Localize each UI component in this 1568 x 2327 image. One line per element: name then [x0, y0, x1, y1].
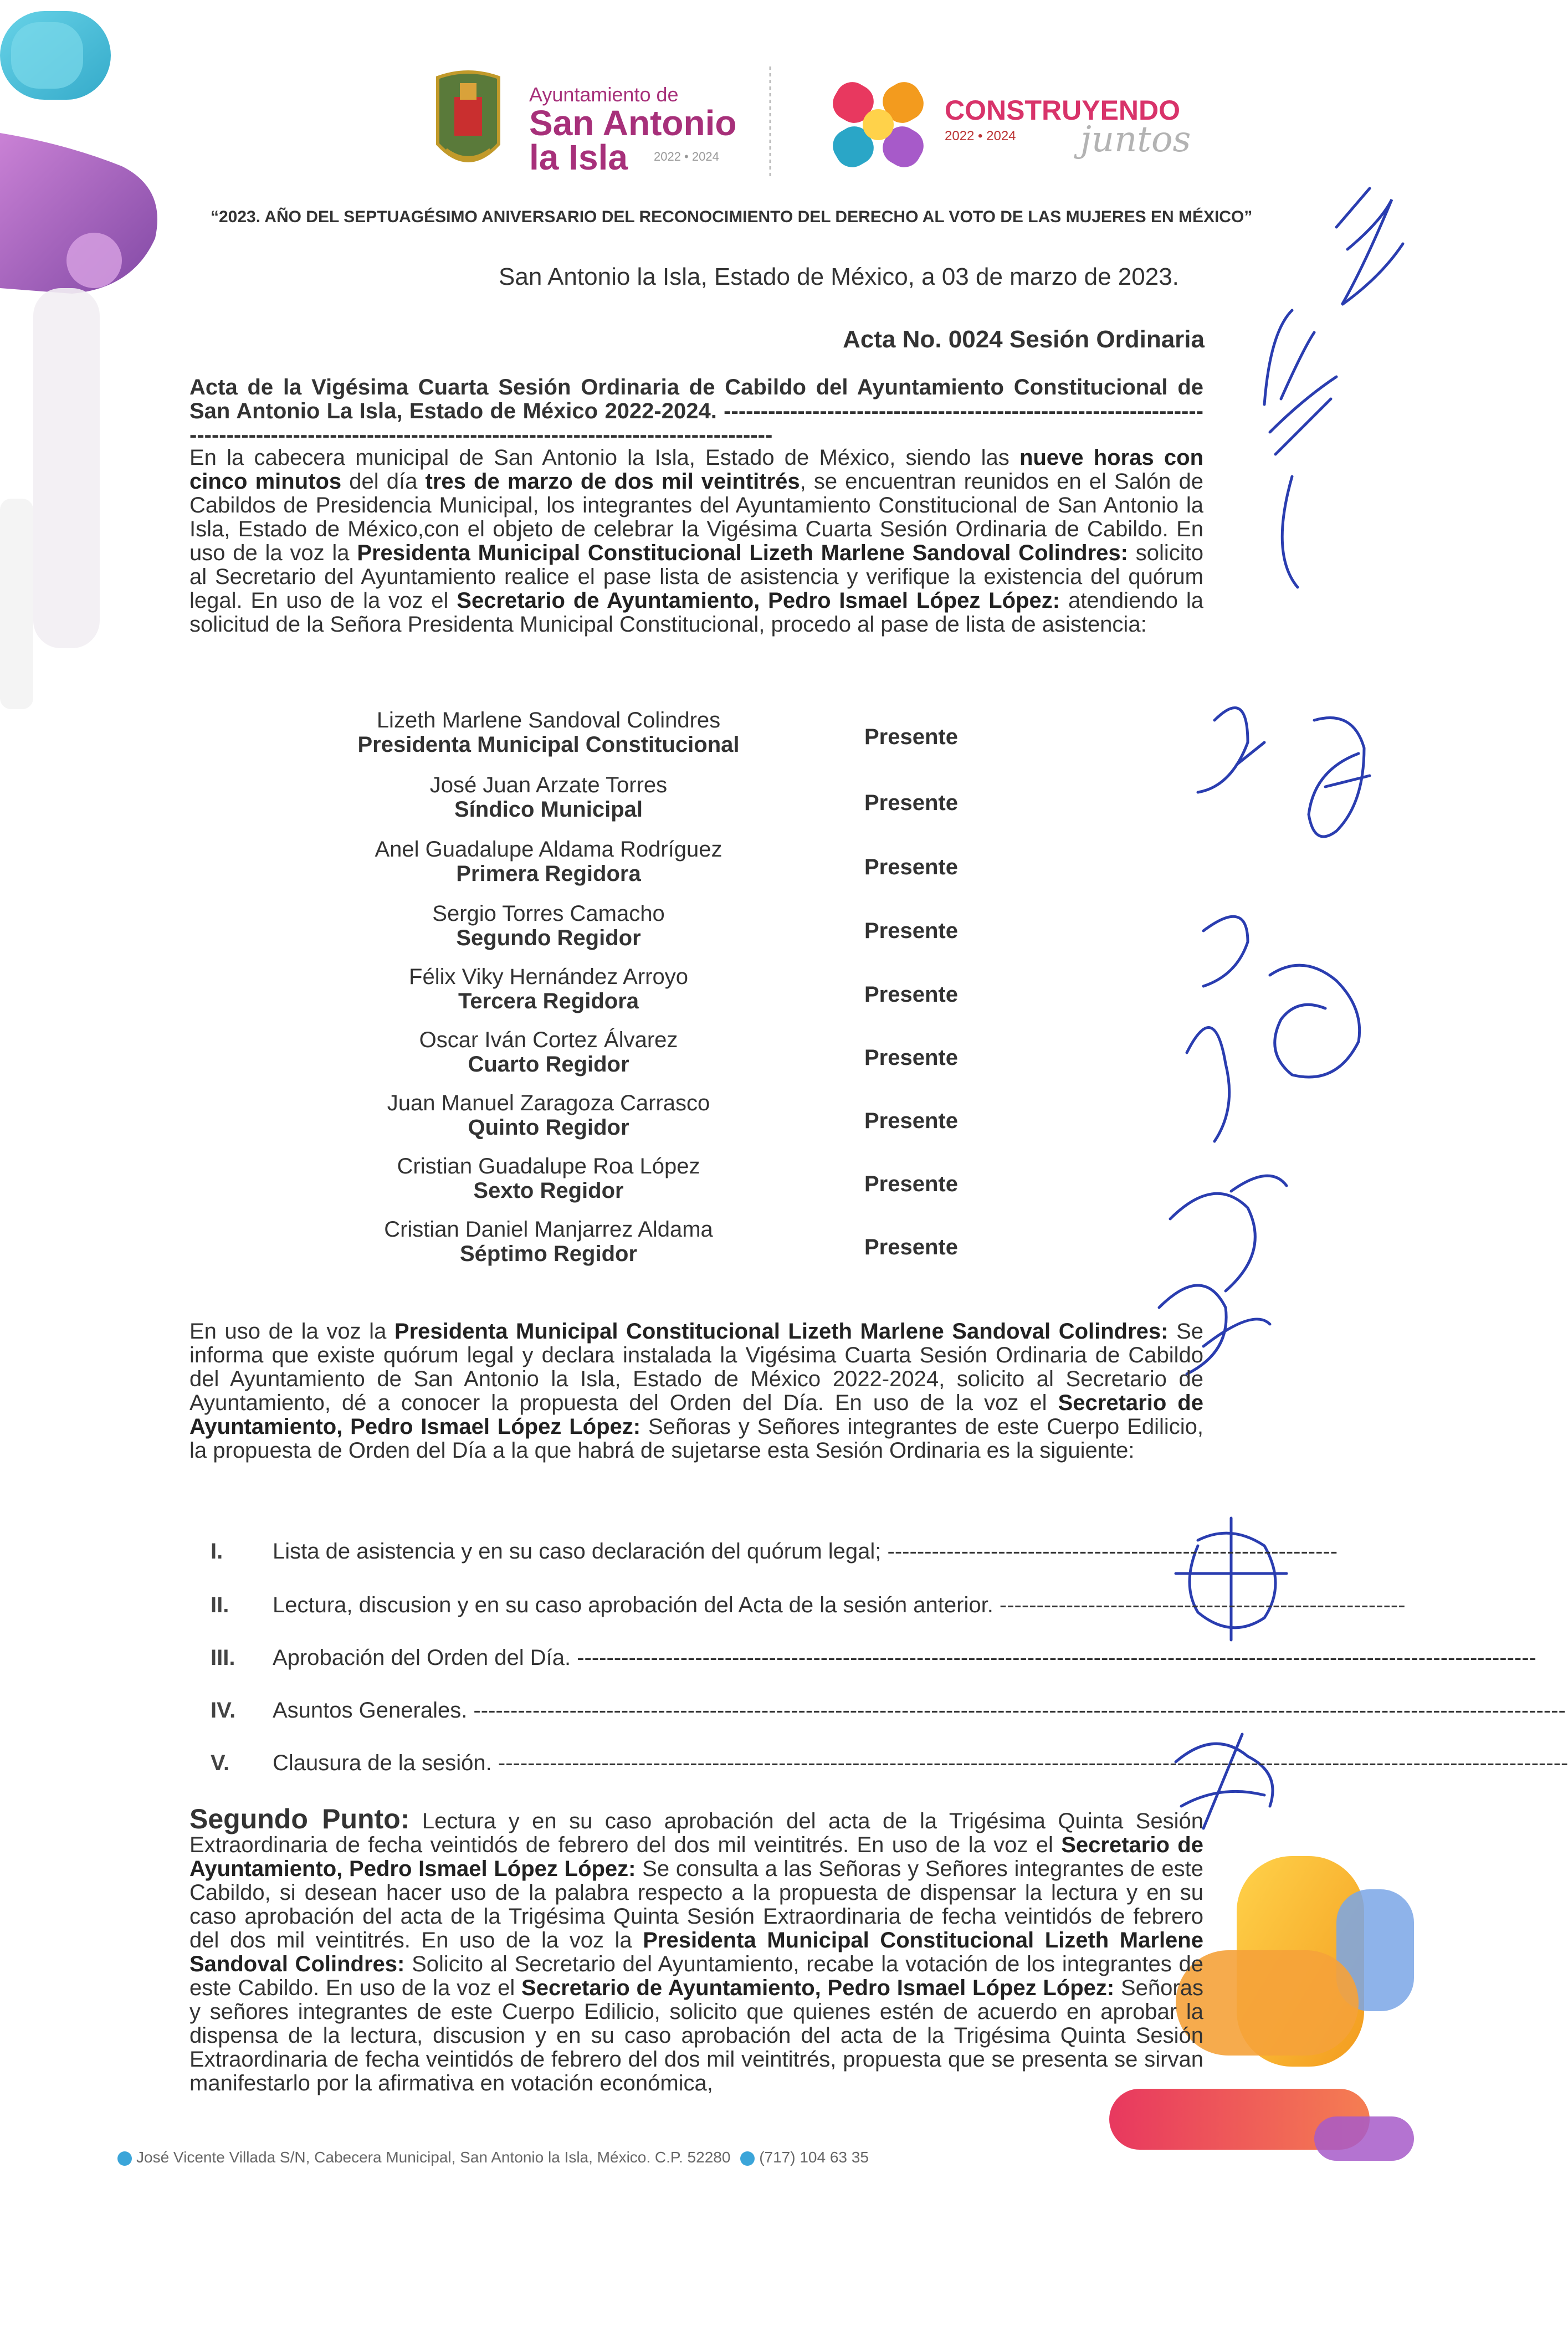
attendee-role: Síndico Municipal	[454, 797, 643, 822]
municipal-seal-icon	[427, 66, 510, 177]
attendee-name: Félix Viky Hernández Arroyo	[409, 965, 688, 989]
signature-3	[1198, 708, 1264, 793]
order-item-text: Lectura, discusion y en su caso aprobación del Acta de la sesión anterior. -------------------------------------------------------	[273, 1593, 1406, 1617]
second-point-paragraph: Segundo Punto: Lectura y en su caso aprobación del acta de la Trigésima Quinta Sesión Extraordinaria de fecha veintidós de febrero del dos mil veintitrés. En uso de la voz el Secretario de Ayuntamiento, Pedro Ismael López López: Se consulta a las Señoras y Señores integrantes de este Cabildo, si desean hacer uso de la palabra respecto a la propuesta de dispensar la lectura y en su caso aprobación del acta de la Trigésima Quinta Sesión Extraordinaria de fecha veintidós de febrero del dos mil veintitrés. En uso de la voz la Presidenta Municipal Constitucional Lizeth Marlene Sandoval Colindres: Solicito al Secretario del Ayuntamiento, recabe la votación de los integrantes de este Cabildo. En uso de la voz el Secretario de Ayuntamiento, Pedro Ismael López López: Señoras y señores integrantes de este Cuerpo Edilicio, solicito que quienes estén de acuerdo en aprobar la dispensa de la lectura, discusion y en su caso aprobación del acta de la Trigésima Quinta Sesión Extraordinaria de fecha veintidós de febrero del dos mil veintitrés, propuesta que se presenta se sirvan manifestarlo por la afirmativa en votación económica,	[189, 1803, 1204, 2095]
attendee-role: Tercera Regidora	[458, 989, 639, 1013]
order-item-number: II.	[211, 1593, 229, 1617]
attendee-status: Presente	[864, 919, 958, 943]
attendee-role: Séptimo Regidor	[459, 1242, 638, 1266]
signature-6	[1270, 965, 1360, 1077]
act-number: Acta No. 0024 Sesión Ordinaria	[843, 326, 1205, 353]
order-item-text: Lista de asistencia y en su caso declaración del quórum legal; -------------------------------------------------------------	[273, 1539, 1338, 1564]
attendee-status: Presente	[864, 791, 958, 815]
vertical-divider	[765, 66, 776, 177]
footer-contact	[117, 2149, 869, 2166]
order-item-number: V.	[211, 1751, 230, 1775]
attendee-role: Primera Regidora	[456, 862, 641, 886]
campaign-title: CONSTRUYENDO	[945, 95, 1181, 126]
quorum-paragraph: En uso de la voz la Presidenta Municipal Constitucional Lizeth Marlene Sandoval Colindres: Se informa que existe quórum legal y declara instalada la Vigésima Cuarta Sesión Ordinaria de Cabildo del Ayuntamiento de San Antonio la Isla, Estado de México 2022-2024, solicito al Secretario de Ayuntamiento, dé a conocer la propuesta del Orden del Día. En uso de la voz el Secretario de Ayuntamiento, Pedro Ismael López López: Señoras y Señores integrantes de este Cuerpo Edilicio, la propuesta de Orden del Día a la que habrá de sujetarse esta Sesión Ordinaria es la siguiente:	[189, 1319, 1204, 1463]
attendee-status: Presente	[864, 1235, 958, 1259]
order-item-text: Clausura de la sesión. -------------------------------------------------------------------------------------------------------------------------------------------------	[273, 1751, 1568, 1775]
signature-2	[1264, 310, 1336, 587]
signature-7	[1170, 1176, 1287, 1291]
phone-icon	[740, 2151, 755, 2166]
signature-9	[1176, 1518, 1287, 1640]
place-and-date: San Antonio la Isla, Estado de México, a 03 de marzo de 2023.	[499, 263, 1179, 290]
ayuntamiento-label: Ayuntamiento de	[529, 83, 679, 106]
footer-address: José Vicente Villada S/N, Cabecera Municipal, San Antonio la Isla, México. C.P. 52280	[136, 2149, 731, 2166]
order-item-number: I.	[211, 1539, 223, 1564]
campaign-script: juntos	[1080, 119, 1191, 160]
signature-1	[1336, 188, 1403, 305]
attendee-role: Cuarto Regidor	[468, 1052, 629, 1077]
year-motto: “2023. AÑO DEL SEPTUAGÉSIMO ANIVERSARIO DEL RECONOCIMIENTO DEL DERECHO AL VOTO DE LAS MUJERES EN MÉXICO”	[211, 208, 1253, 226]
attendee-name: Sergio Torres Camacho	[432, 901, 665, 926]
order-item-number: III.	[211, 1646, 235, 1670]
ayuntamiento-years: 2022 • 2024	[654, 150, 719, 163]
municipality-name-line1: San Antonio	[529, 103, 737, 143]
attendee-role: Sexto Regidor	[473, 1178, 624, 1203]
footer-phone: (717) 104 63 35	[759, 2149, 869, 2166]
signature-4	[1309, 718, 1370, 837]
attendee-name: Cristian Daniel Manjarrez Aldama	[384, 1217, 713, 1242]
attendee-status: Presente	[864, 1045, 958, 1070]
attendee-name: Lizeth Marlene Sandoval Colindres	[376, 708, 721, 732]
order-item-text: Asuntos Generales. ----------------------------------------------------------------------------------------------------------------------------------------------------	[273, 1698, 1566, 1723]
signature-5	[1187, 916, 1248, 1141]
order-item-text: Aprobación del Orden del Día. ----------------------------------------------------------------------------------------------------------------------------------	[273, 1646, 1536, 1670]
order-item-number: IV.	[211, 1698, 236, 1723]
attendee-status: Presente	[864, 1109, 958, 1133]
decorative-left-shapes	[0, 0, 183, 720]
construyendo-logo-icon	[823, 66, 934, 183]
attendee-status: Presente	[864, 982, 958, 1007]
attendee-status: Presente	[864, 1172, 958, 1196]
location-icon	[117, 2151, 132, 2166]
attendee-name: Cristian Guadalupe Roa López	[397, 1154, 700, 1178]
attendee-role: Presidenta Municipal Constitucional	[357, 732, 740, 757]
attendee-name: José Juan Arzate Torres	[429, 773, 668, 797]
attendee-name: Juan Manuel Zaragoza Carrasco	[387, 1091, 710, 1115]
attendee-name: Oscar Iván Cortez Álvarez	[419, 1028, 678, 1052]
municipality-name-line2: la Isla	[529, 137, 628, 177]
campaign-years: 2022 • 2024	[945, 129, 1016, 143]
attendee-name: Anel Guadalupe Aldama Rodríguez	[375, 837, 722, 862]
intro-paragraph: En la cabecera municipal de San Antonio la Isla, Estado de México, siendo las nueve horas con cinco minutos del día tres de marzo de dos mil veintitrés, se encuentran reunidos en el Salón de Cabildos de Presidencia Municipal, los integrantes del Ayuntamiento Constitucional de San Antonio la Isla, Estado de México,con el objeto de celebrar la Vigésima Cuarta Sesión Ordinaria de Cabildo. En uso de la voz la Presidenta Municipal Constitucional Lizeth Marlene Sandoval Colindres: solicito al Secretario del Ayuntamiento realice el pase lista de asistencia y verifique la existencia del quórum legal. En uso de la voz el Secretario de Ayuntamiento, Pedro Ismael López López: atendiendo la solicitud de la Señora Presidenta Municipal Constitucional, procedo al pase de lista de asistencia:	[189, 445, 1204, 637]
attendee-status: Presente	[864, 855, 958, 879]
attendee-status: Presente	[864, 725, 958, 749]
act-title: Acta de la Vigésima Cuarta Sesión Ordinaria de Cabildo del Ayuntamiento Constitucional de San Antonio La Isla, Estado de México 2022-2024. ------------------------------------------------------------------------------------------------------------------------------------------------	[189, 375, 1203, 447]
attendee-role: Quinto Regidor	[468, 1115, 629, 1140]
attendee-role: Segundo Regidor	[456, 926, 641, 950]
